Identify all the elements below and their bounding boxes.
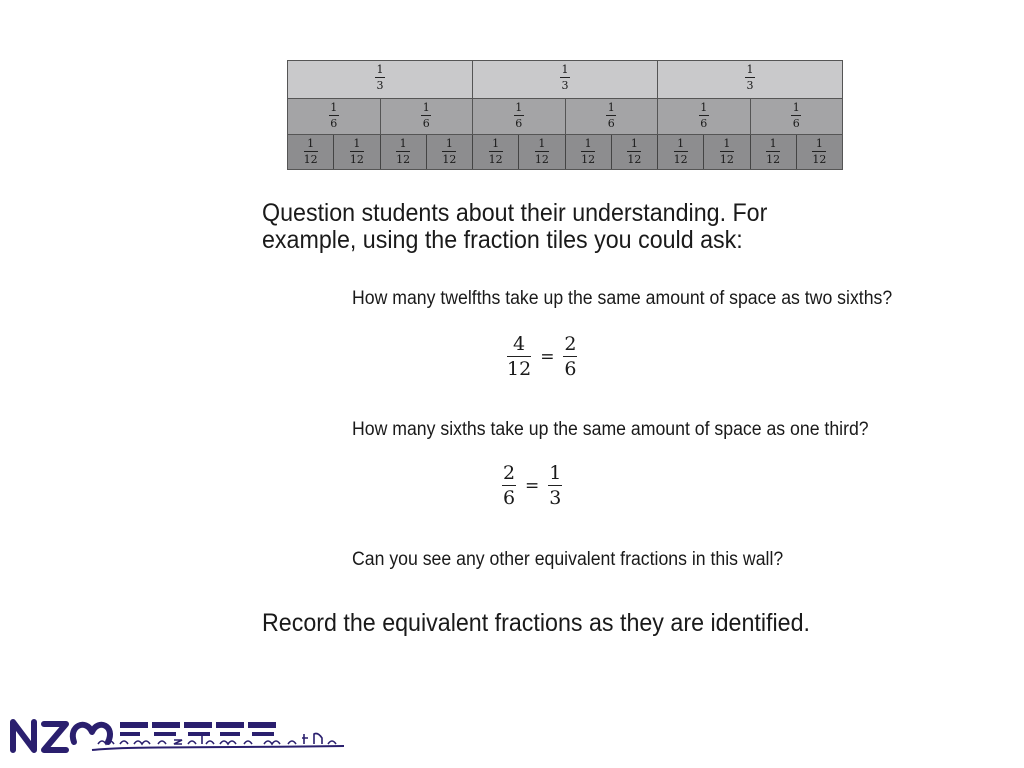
fraction-label: 1 12 <box>812 137 827 166</box>
fraction-right: 1 3 <box>549 462 562 509</box>
fraction-label: 1 12 <box>442 137 457 166</box>
fraction-label: 1 12 <box>488 137 503 166</box>
fraction-label: 1 6 <box>515 101 523 130</box>
fraction-label: 1 12 <box>534 137 549 166</box>
fraction-label: 1 12 <box>396 137 411 166</box>
fraction-right: 2 6 <box>564 333 577 380</box>
fraction-label: 1 12 <box>303 137 318 166</box>
fraction-label: 1 6 <box>607 101 615 130</box>
twelfth-tile <box>704 135 750 169</box>
fraction-label: 1 6 <box>700 101 708 130</box>
sixth-tile <box>566 99 659 134</box>
question-twelfths: How many twelfths take up the same amount of space as two sixths? <box>352 288 893 309</box>
third-tile <box>658 61 842 98</box>
fraction-label: 1 6 <box>422 101 430 130</box>
fraction-label: 1 12 <box>673 137 688 166</box>
fraction-left: 4 12 <box>507 333 532 380</box>
fraction-label: 1 12 <box>766 137 781 166</box>
closing-paragraph: Record the equivalent fractions as they are identified. <box>262 609 810 637</box>
fraction-label: 1 3 <box>746 63 754 92</box>
twelfth-tile <box>473 135 519 169</box>
third-tile <box>288 61 473 98</box>
equals-sign: = <box>540 346 555 367</box>
fraction-label: 1 6 <box>792 101 800 130</box>
equation-4-12-equals-2-6 <box>507 333 577 380</box>
fraction-label: 1 12 <box>627 137 642 166</box>
twelfth-tile <box>797 135 842 169</box>
sixths-row <box>288 98 842 134</box>
sixth-tile <box>751 99 843 134</box>
question-other-equivalents: Can you see any other equivalent fractions in this wall? <box>352 549 784 570</box>
sixth-tile <box>658 99 751 134</box>
twelfths-row <box>288 134 842 169</box>
fraction-label: 1 12 <box>719 137 734 166</box>
fraction-left: 2 6 <box>502 462 516 509</box>
fraction-label: 1 12 <box>581 137 596 166</box>
twelfth-tile <box>519 135 565 169</box>
twelfth-tile <box>566 135 612 169</box>
intro-paragraph: Question students about their understanding. For example, using the fraction tiles you could ask: <box>262 199 768 254</box>
fraction-label: 1 6 <box>330 101 338 130</box>
twelfth-tile <box>658 135 704 169</box>
sixth-tile <box>473 99 566 134</box>
twelfth-tile <box>612 135 658 169</box>
twelfth-tile <box>381 135 427 169</box>
fraction-label: 1 12 <box>349 137 364 166</box>
thirds-row <box>288 61 842 98</box>
equals-sign: = <box>525 475 540 496</box>
equation-2-6-equals-1-3 <box>502 462 562 509</box>
twelfth-tile <box>427 135 473 169</box>
sixth-tile <box>381 99 474 134</box>
fraction-wall <box>287 60 843 170</box>
fraction-label: 1 3 <box>376 63 384 92</box>
fraction-label: 1 3 <box>561 63 569 92</box>
sixth-tile <box>288 99 381 134</box>
question-sixths: How many sixths take up the same amount of space as one third? <box>352 419 869 440</box>
third-tile <box>473 61 658 98</box>
twelfth-tile <box>751 135 797 169</box>
twelfth-tile <box>288 135 334 169</box>
twelfth-tile <box>334 135 380 169</box>
nzmaths-logo <box>8 712 348 756</box>
